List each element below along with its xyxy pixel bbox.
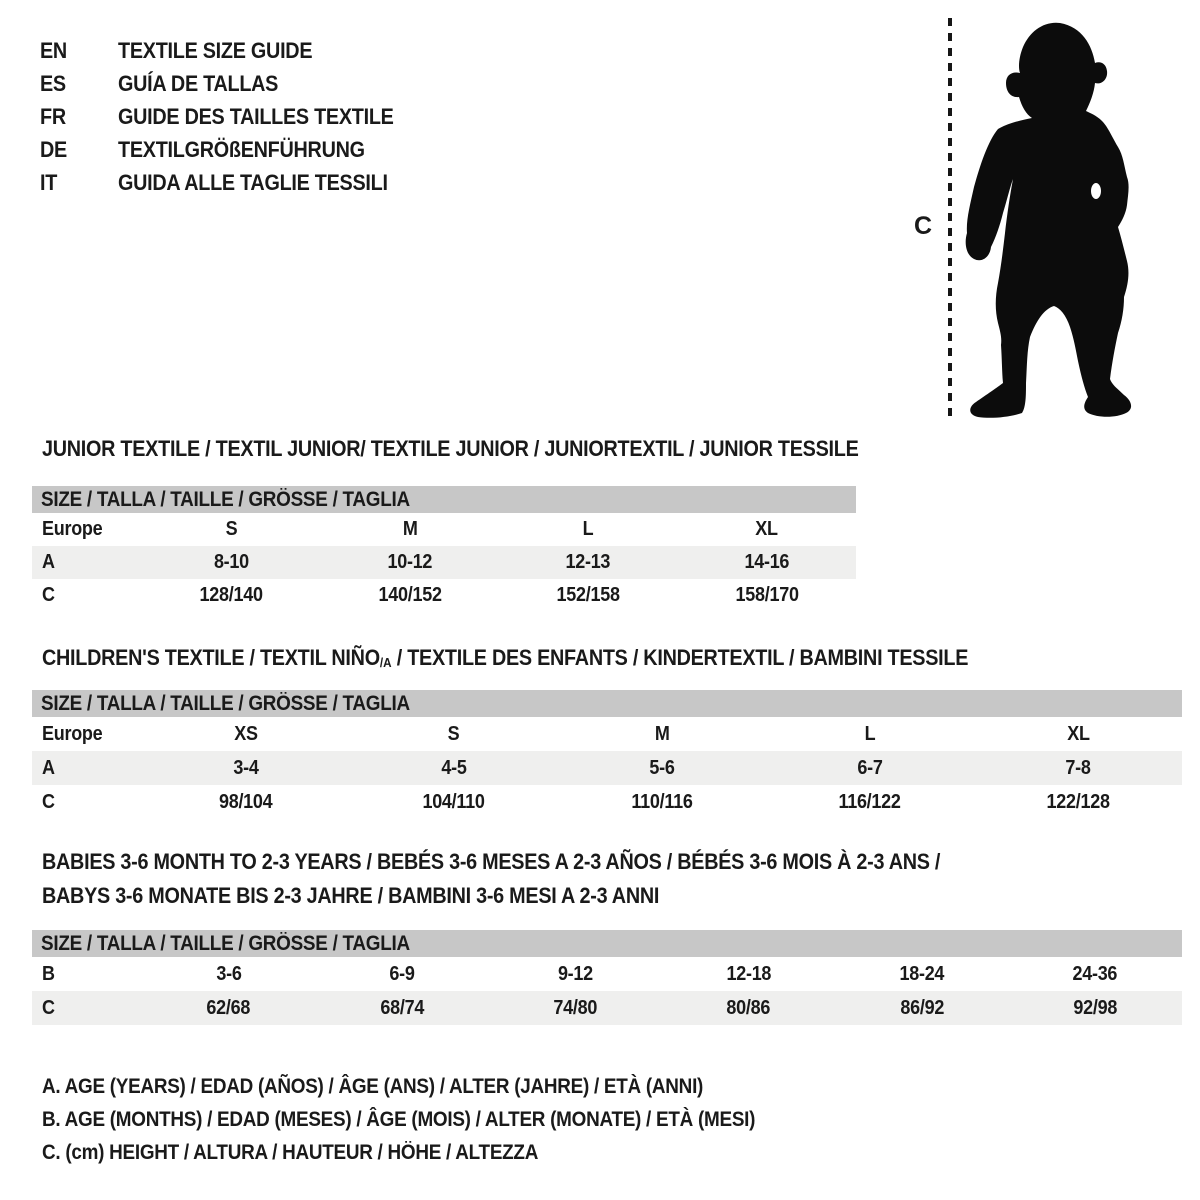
children-size-table [32, 690, 1182, 819]
table-cell: 98/104 [219, 790, 273, 813]
height-measure-dashed-line [948, 18, 952, 418]
table-cell: 92/98 [1073, 996, 1118, 1019]
table-cell: 7-8 [1065, 756, 1091, 779]
row-label: A [42, 551, 55, 573]
language-row [40, 100, 424, 133]
guide-title: TEXTILGRÖßENFÜHRUNG [118, 137, 365, 162]
size-column-header: M [402, 518, 418, 540]
row-label: Europe [42, 518, 103, 540]
table-cell: 86/92 [900, 996, 944, 1019]
row-label: Europe [42, 722, 103, 745]
language-row [40, 133, 424, 166]
table-cell: 116/122 [838, 790, 902, 813]
table-cell: 128/140 [199, 584, 263, 606]
table-cell: 4-5 [441, 756, 467, 779]
table-cell: 3-6 [216, 962, 242, 985]
toddler-silhouette-icon [960, 15, 1140, 420]
size-header-bar: SIZE / TALLA / TAILLE / GRÖSSE / TAGLIA [32, 486, 856, 513]
column-header-row [32, 717, 1182, 751]
table-cell: 140/152 [378, 584, 442, 606]
row-label: C [42, 996, 55, 1019]
legend-line-age-months: B. AGE (MONTHS) / EDAD (MESES) / ÂGE (MOIS) / ALTER (MONATE) / ETÀ (MESI) [42, 1108, 756, 1131]
table-row-age [32, 546, 856, 579]
children-section-title: CHILDREN'S TEXTILE / TEXTIL NIÑO/A / TEXTILE DES ENFANTS / KINDERTEXTIL / BAMBINI TESSILE [42, 645, 969, 670]
table-cell: 122/128 [1046, 790, 1110, 813]
table-cell: 158/170 [735, 584, 799, 606]
legend-line-height: C. (cm) HEIGHT / ALTURA / HAUTEUR / HÖHE / ALTEZZA [42, 1141, 539, 1164]
babies-size-table [32, 930, 1182, 1025]
guide-title: GUIDA ALLE TAGLIE TESSILI [118, 170, 388, 195]
junior-size-table [32, 486, 856, 612]
size-column-header: S [225, 518, 238, 540]
language-code: FR [40, 104, 66, 129]
guide-title: TEXTILE SIZE GUIDE [118, 38, 313, 63]
junior-section-title: JUNIOR TEXTILE / TEXTIL JUNIOR/ TEXTILE JUNIOR / JUNIORTEXTIL / JUNIOR TESSILE [42, 436, 859, 461]
size-column-header: L [582, 518, 594, 540]
language-list [40, 34, 424, 199]
table-cell: 10-12 [387, 551, 433, 573]
legend [42, 1070, 834, 1169]
table-cell: 152/158 [556, 584, 620, 606]
size-column-header: S [448, 722, 460, 745]
legend-line-age-years: A. AGE (YEARS) / EDAD (AÑOS) / ÂGE (ANS) / ALTER (JAHRE) / ETÀ (ANNI) [42, 1075, 704, 1098]
guide-title: GUÍA DE TALLAS [118, 71, 279, 96]
size-column-header: M [654, 722, 670, 745]
table-cell: 14-16 [744, 551, 790, 573]
table-cell: 110/116 [631, 790, 693, 813]
size-header-bar: SIZE / TALLA / TAILLE / GRÖSSE / TAGLIA [32, 930, 1182, 957]
table-cell: 6-7 [857, 756, 883, 779]
table-row-age [32, 751, 1182, 785]
table-cell: 74/80 [553, 996, 598, 1019]
language-row [40, 67, 424, 100]
table-row-age-months [32, 957, 1182, 991]
row-label: C [42, 584, 55, 606]
language-code: DE [40, 137, 67, 162]
row-label: B [42, 962, 55, 985]
size-column-header: L [864, 722, 876, 745]
babies-section-title: BABIES 3-6 MONTH TO 2-3 YEARS / BEBÉS 3-6 MESES A 2-3 AÑOS / BÉBÉS 3-6 MOIS À 2-3 ANS / BABYS 3-6 MONATE BIS 2-3 JAHRE / BAMBINI 3-6 MESI A 2-3 ANNI [42, 849, 941, 908]
table-row-height [32, 785, 1182, 819]
table-cell: 3-4 [233, 756, 259, 779]
table-cell: 18-24 [899, 962, 945, 985]
table-cell: 104/110 [422, 790, 486, 813]
table-cell: 12-13 [565, 551, 611, 573]
size-column-header: XL [1066, 722, 1090, 745]
row-label: A [42, 756, 55, 779]
nino-a-subscript: /A [379, 655, 392, 670]
column-header-row [32, 513, 856, 546]
table-row-height [32, 991, 1182, 1025]
table-cell: 5-6 [649, 756, 675, 779]
table-cell: 12-18 [726, 962, 771, 985]
language-code: EN [40, 38, 67, 63]
row-label: C [42, 790, 55, 813]
size-column-header: XS [234, 722, 258, 745]
language-row [40, 34, 424, 67]
table-cell: 9-12 [557, 962, 593, 985]
table-cell: 68/74 [380, 996, 424, 1019]
table-cell: 24-36 [1072, 962, 1118, 985]
table-cell: 8-10 [213, 551, 249, 573]
guide-title: GUIDE DES TAILLES TEXTILE [118, 104, 394, 129]
size-column-header: XL [755, 518, 778, 540]
table-cell: 6-9 [389, 962, 415, 985]
table-cell: 62/68 [206, 996, 251, 1019]
language-code: ES [40, 71, 66, 96]
language-row [40, 166, 424, 199]
height-measure-label: C [914, 212, 933, 240]
size-header-bar: SIZE / TALLA / TAILLE / GRÖSSE / TAGLIA [32, 690, 1182, 717]
table-row-height [32, 579, 856, 612]
table-cell: 80/86 [726, 996, 771, 1019]
language-code: IT [40, 170, 58, 195]
